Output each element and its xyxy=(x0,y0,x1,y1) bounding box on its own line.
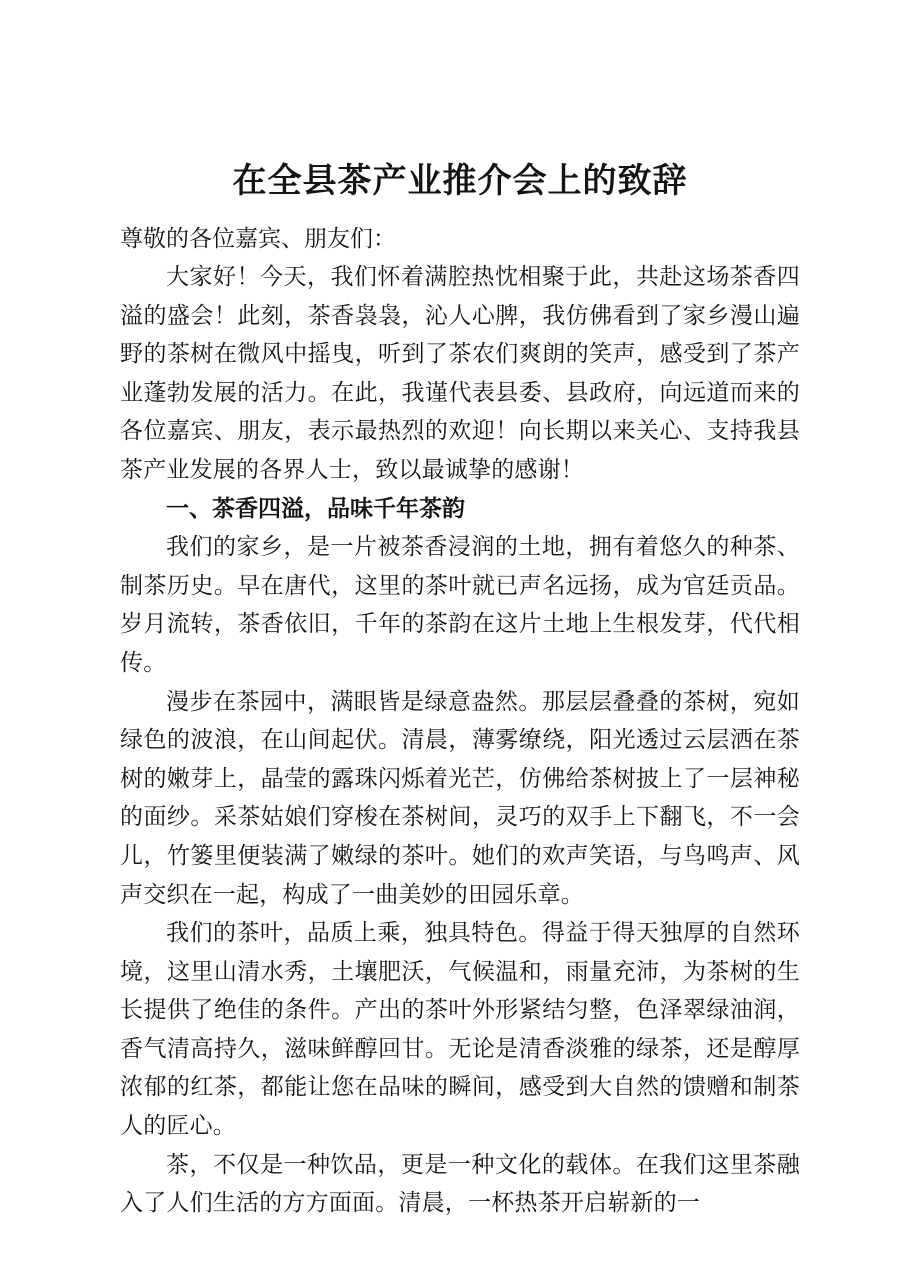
opening-paragraph: 大家好！今天，我们怀着满腔热忱相聚于此，共赴这场茶香四溢的盛会！此刻，茶香袅袅，沁人心脾，我仿佛看到了家乡漫山遍野的茶树在微风中摇曳，听到了茶农们爽朗的笑声，感受到了茶产业蓬勃发展的活力。在此，我谨代表县委、县政府，向远道而来的各位嘉宾、朋友，表示最热烈的欢迎！向长期以来关心、支持我县茶产业发展的各界人士，致以最诚挚的感谢！ xyxy=(120,264,800,483)
document-body xyxy=(120,158,800,1223)
section-paragraph-quality: 我们的茶叶，品质上乘，独具特色。得益于得天独厚的自然环境，这里山清水秀，土壤肥沃，气候温和，雨量充沛，为茶树的生长提供了绝佳的条件。产出的茶叶外形紧结匀整，色泽翠绿油润，香气清高持久，滋味鲜醇回甘。无论是清香淡雅的绿茶，还是醇厚浓郁的红茶，都能让您在品味的瞬间，感受到大自然的馈赠和制茶人的匠心。 xyxy=(120,920,800,1140)
document-title: 在全县茶产业推介会上的致辞 xyxy=(232,161,688,201)
section-heading: 一、茶香四溢，品味千年茶韵 xyxy=(166,495,465,522)
section-paragraph-history: 我们的家乡，是一片被茶香浸润的土地，拥有着悠久的种茶、制茶历史。早在唐代，这里的茶叶就已声名远扬，成为官廷贡品。岁月流转，茶香依旧，千年的茶韵在这片土地上生根发芽，代代相传。 xyxy=(120,534,800,676)
section-paragraph-culture: 茶，不仅是一种饮品，更是一种文化的载体。在我们这里茶融入了人们生活的方方面面。清晨，一杯热茶开启崭新的一 xyxy=(120,1151,800,1217)
salutation: 尊敬的各位嘉宾、朋友们： xyxy=(120,226,396,252)
section-paragraph-tea-garden: 漫步在茶园中，满眼皆是绿意盎然。那层层叠叠的茶树，宛如绿色的波浪，在山间起伏。清晨，薄雾缭绕，阳光透过云层洒在茶树的嫩芽上，晶莹的露珠闪烁着光芒，仿佛给茶树披上了一层神秘的面纱。采茶姑娘们穿梭在茶树间，灵巧的双手上下翻飞，不一会儿，竹篓里便装满了嫩绿的茶叶。她们的欢声笑语，与鸟鸣声、风声交织在一起，构成了一曲美妙的田园乐章。 xyxy=(120,688,800,908)
